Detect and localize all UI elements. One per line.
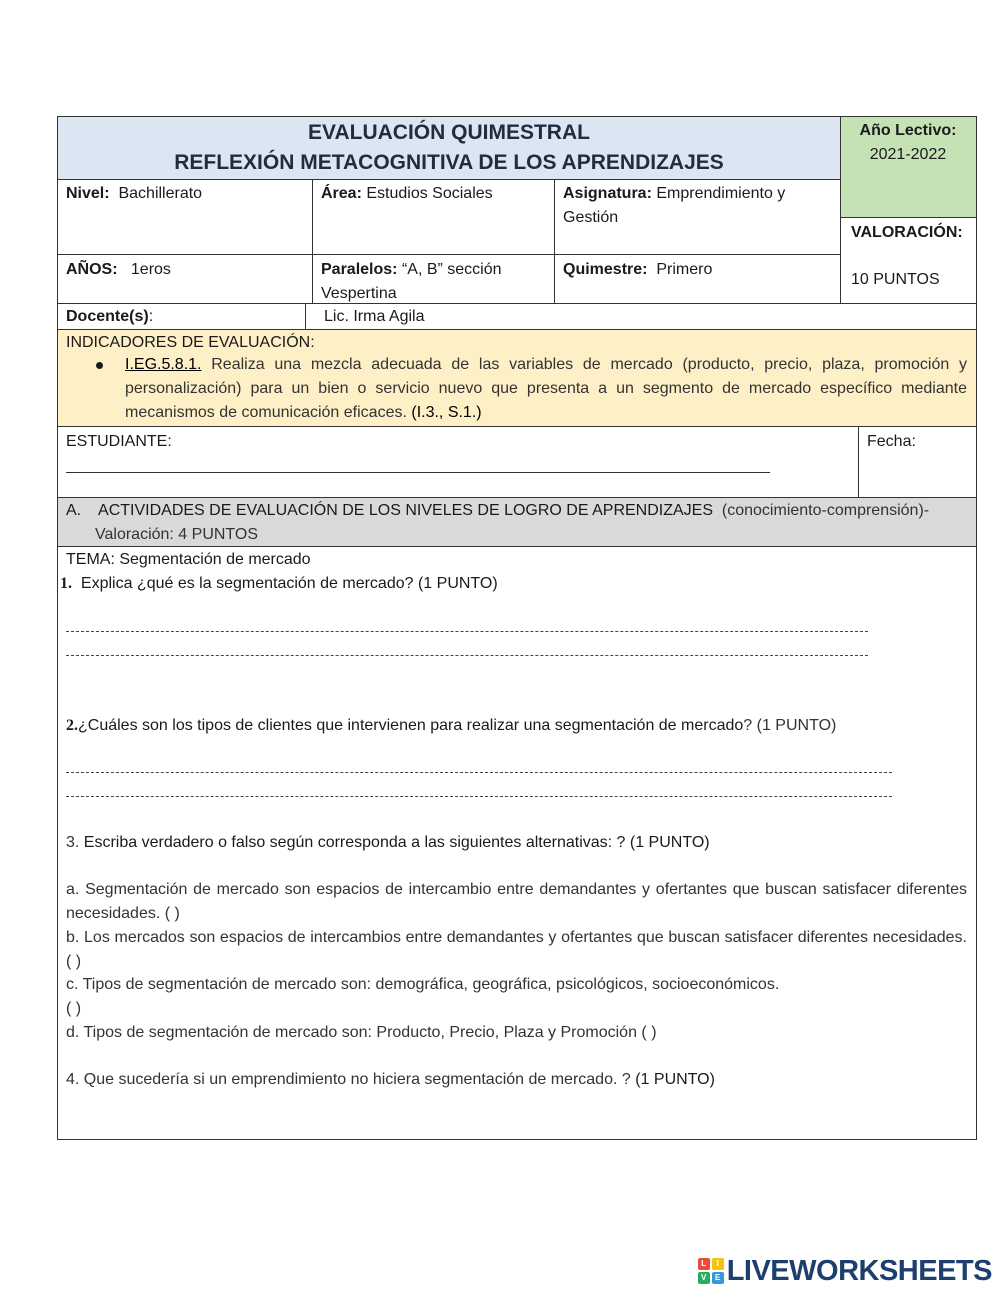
logo-letter-e: E: [712, 1272, 724, 1284]
asignatura-cell: [555, 180, 840, 232]
indicator-code: I.EG.5.8.1.: [125, 356, 202, 373]
logo-icon: [698, 1258, 724, 1284]
student-label: ESTUDIANTE:: [66, 433, 172, 450]
area-label: Área:: [321, 185, 362, 202]
anos-label: AÑOS:: [66, 261, 118, 278]
area-cell: [313, 180, 554, 208]
docente-label: Docente(s): [66, 308, 149, 325]
anos-cell: [58, 256, 312, 284]
logo-text: LIVEWORKSHEETS: [726, 1254, 992, 1287]
asignatura-value: Emprendimiento y Gestión: [563, 185, 786, 226]
question-4: [66, 1068, 715, 1092]
title-line-2: REFLEXIÓN METACOGNITIVA DE LOS APRENDIZAJES: [174, 151, 724, 174]
quimestre-value: Primero: [656, 261, 713, 278]
q2-answer-line-2[interactable]: [66, 796, 892, 797]
q3-option-b: b. Los mercados son espacios de intercambios entre demandantes y ofertantes que buscan satisfacer diferentes necesidades. ( ): [66, 929, 967, 970]
tema-value: Segmentación de mercado: [114, 551, 311, 568]
tema-label: TEMA:: [66, 551, 115, 568]
liveworksheets-logo: [698, 1254, 992, 1288]
q3-option-a: a. Segmentación de mercado son espacios de intercambio entre demandantes y ofertantes que buscan satisfacer diferentes necesidades. ( ): [66, 881, 967, 922]
logo-letter-v: V: [698, 1272, 710, 1284]
logo-letter-l: L: [698, 1258, 710, 1270]
section-a-valoracion: Valoración: 4 PUNTOS: [95, 526, 259, 543]
docente-value: Lic. Irma Agila: [324, 308, 425, 325]
paralelos-value: “A, B” sección Vespertina: [321, 261, 502, 302]
nivel-value: Bachillerato: [118, 185, 203, 202]
q1-answer-line-2[interactable]: [66, 655, 868, 656]
indicator-text: [125, 353, 967, 425]
question-2: [66, 714, 836, 738]
anos-value: 1eros: [130, 261, 171, 278]
year-value: 2021-2022: [869, 146, 947, 163]
indicator-bullet: [96, 362, 103, 369]
indicadores-title: INDICADORES DE EVALUACIÓN:: [66, 334, 315, 351]
q3-option-c: c. Tipos de segmentación de mercado son: demográfica, geográfica, psicológicos, socioeconómicos.: [66, 976, 780, 993]
q3-number: 3.: [66, 834, 80, 851]
q3-option-d: d. Tipos de segmentación de mercado son: Producto, Precio, Plaza y Promoción ( ): [66, 1024, 657, 1041]
q2-number: 2.: [66, 717, 78, 734]
question-1: [60, 572, 498, 596]
quimestre-label: Quimestre:: [563, 261, 648, 278]
q2-text: ¿Cuáles son los tipos de clientes que intervienen para realizar una segmentación de mercado: [78, 717, 744, 734]
asignatura-label: Asignatura:: [563, 185, 652, 202]
indicator-refs: (I.3., S.1.): [411, 404, 482, 421]
section-a-letter: A.: [66, 502, 82, 519]
school-year: [840, 117, 976, 167]
docente-label-cell: [58, 303, 305, 331]
q1-answer-line-1[interactable]: [66, 631, 868, 632]
q3-text: Escriba verdadero o falso según corresponda a las siguientes alternativas: ? (1 PUNTO): [79, 834, 710, 851]
question-3: [66, 831, 710, 855]
q1-text: Explica ¿qué es la segmentación de mercado? (1 PUNTO): [80, 575, 498, 592]
q2-answer-line-1[interactable]: [66, 772, 892, 773]
section-a-header: [66, 499, 971, 547]
paralelos-cell: [313, 256, 554, 308]
tema: [66, 548, 311, 572]
paralelos-label: Paralelos:: [321, 261, 398, 278]
fecha-label: Fecha:: [867, 433, 916, 450]
section-a-subtitle: (conocimiento-comprensión)-: [721, 502, 930, 519]
quimestre-cell: [555, 256, 840, 284]
page-title: [58, 118, 840, 178]
section-a-title: ACTIVIDADES DE EVALUACIÓN DE LOS NIVELES DE LOGRO DE APRENDIZAJES: [98, 502, 714, 519]
nivel-cell: [58, 180, 312, 208]
q2-points: ? (1 PUNTO): [743, 717, 837, 734]
year-label: Año Lectivo:: [859, 122, 957, 139]
q4-text: 4. Que sucedería si un emprendimiento no hiciera segmentación de mercado. ?: [66, 1071, 636, 1088]
valoracion-value: 10 PUNTOS: [851, 271, 940, 288]
q1-number: 1.: [60, 575, 72, 592]
nivel-label: Nivel:: [66, 185, 110, 202]
docente-colon: :: [148, 308, 154, 325]
title-line-1: EVALUACIÓN QUIMESTRAL: [308, 121, 590, 144]
q4-points: (1 PUNTO): [635, 1071, 715, 1088]
logo-letter-i: I: [712, 1258, 724, 1270]
q3-option-c-answer[interactable]: ( ): [66, 1000, 82, 1017]
valoracion-label: VALORACIÓN:: [851, 224, 963, 241]
area-value: Estudios Sociales: [366, 185, 493, 202]
indicator-description: Realiza una mezcla adecuada de las variables de mercado (producto, precio, plaza, promoción y personalización) para un bien o servicio nuevo que presenta a un segmento de mercado específico mediante mecanismos de comunicación eficaces.: [125, 356, 967, 421]
student-name-line[interactable]: [66, 472, 770, 473]
